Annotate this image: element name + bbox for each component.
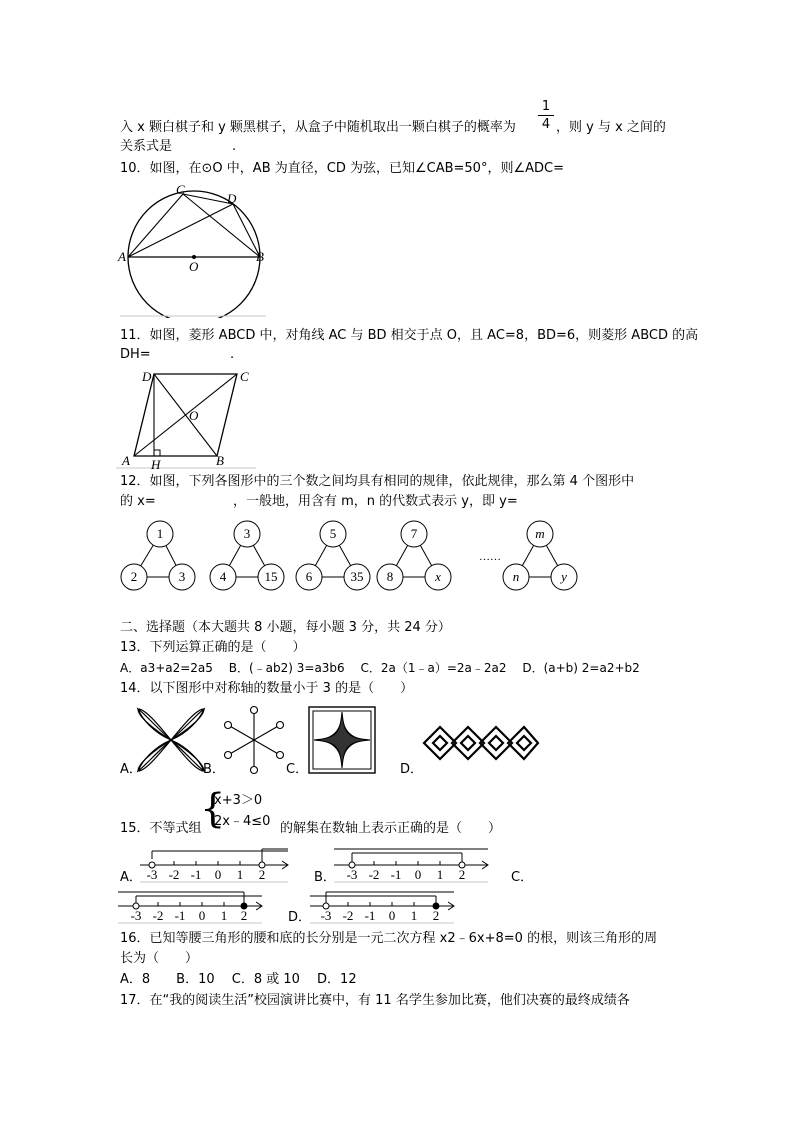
q16-options: A．8 B．10 C．8 或 10 D．12 [120,972,357,987]
triangle-figure-4 [377,521,451,590]
tick-label: -2 [368,867,380,882]
label-a: A [122,453,130,468]
number-line-d [308,886,458,924]
tick-label: -1 [390,867,402,882]
tri1-left: 2 [130,569,138,584]
tri4-right: x [435,569,441,584]
tri1-top: 1 [156,526,164,541]
q14-option-c: C． [286,762,309,777]
q15-stem-pre: 15．不等式组 [120,821,202,836]
tick-label: 1 [436,867,444,882]
tick-label: 0 [388,908,396,923]
q10-text: 10．如图，在⊙O 中，AB 为直径，CD 为弦，已知∠CAB=50°，则∠ADC= [120,161,564,176]
label-a: A [118,249,126,264]
tri5-left: n [512,569,520,584]
tick-label: 1 [220,908,228,923]
triangle-figure-1 [121,521,195,590]
q11-line2: DH= [120,347,151,362]
six-spoke-star-figure [219,705,289,775]
tick-label: -2 [152,908,164,923]
label-c: C [176,183,185,197]
tick-label: 0 [414,867,422,882]
q9-text: 入 x 颗白棋子和 y 颗黑棋子，从盒子中随机取出一颗白棋子的概率为 [120,120,516,135]
q15-option-d: D． [288,910,312,925]
tri3-right: 35 [350,569,364,584]
inequality-1: x+3＞0 [214,793,263,808]
tick-label: -3 [346,867,358,882]
q16-line1: 16．已知等腰三角形的腰和底的长分别是一元二次方程 x2﹣6x+8=0 的根，则该三角形的周 [120,931,658,946]
label-c: C [240,369,249,384]
circle-o [128,191,260,318]
label-o: O [189,408,199,423]
tick-label: -3 [320,908,332,923]
tri5-top: m [535,526,545,541]
triangle-figure-3 [296,521,370,590]
inequality-2: 2x﹣4≤0 [214,814,271,829]
q12-triangle-figures [116,514,586,594]
label-b: B [216,453,224,468]
tri2-left: 4 [219,569,227,584]
tick-label: 2 [432,908,440,923]
tri2-right: 15 [264,569,278,584]
label-h: H [151,457,161,470]
tri5-right: y [561,569,567,584]
number-line-c [116,886,266,924]
q16-line2: 长为（ ） [120,951,199,966]
tri2-top: 3 [243,526,251,541]
q15-stem-post: 的解集在数轴上表示正确的是（ ） [280,821,502,836]
fraction-denominator: 4 [538,115,554,133]
ellipsis: …… [479,551,501,563]
q15-option-c: C． [511,870,534,885]
q14-option-a: A． [120,762,142,777]
q11-rhombus-figure [116,366,262,470]
q9-line1 [120,120,516,136]
number-line-a [138,845,292,883]
label-d: D [227,191,237,206]
q13-options: A．a3+a2=2a5 B．(﹣ab2) 3=a3b6 C．2a（1﹣a）=2a﹣2a2 D．(a+b) 2=a2+b2 [120,661,640,675]
q11-period: . [230,347,235,362]
q9-fraction [538,98,554,138]
tick-label: 1 [236,867,244,882]
fraction-numerator: 1 [541,99,551,114]
system-brace: { [200,786,226,832]
tick-label: -3 [146,867,158,882]
q9-period: . [232,139,237,154]
tri1-right: 3 [178,569,186,584]
tick-label: -2 [168,867,180,882]
square-star-figure [308,706,376,774]
tick-label: 0 [214,867,222,882]
tick-label: -3 [130,908,142,923]
number-line-b [332,845,492,883]
tick-label: -1 [174,908,186,923]
q9-line2: 关系式是 [120,139,173,154]
q15-option-a: A． [120,870,142,885]
q12-line2a: 的 x= [120,494,156,509]
tick-label: -1 [364,908,376,923]
tick-label: 2 [458,867,466,882]
triangle-figure-5 [503,521,577,590]
q11-line1: 11．如图，菱形 ABCD 中，对角线 AC 与 BD 相交于点 O，且 AC=8，BD=6，则菱形 ABCD 的高 [120,328,699,343]
q12-line2b: ，一般地，用含有 m，n 的代数式表示 y，即 y= [233,494,518,509]
section-heading: 二、选择题（本大题共 8 小题，每小题 3 分，共 24 分） [120,620,451,635]
q14-option-b: B． [203,762,225,777]
label-b: B [256,249,264,264]
triangle-figure-2 [210,521,284,590]
q14-stem: 14．以下图形中对称轴的数量小于 3 的是（ ） [120,681,414,696]
q12-line1: 12．如图，下列各图形中的三个数之间均具有相同的规律，依此规律，那么第 4 个图形中 [120,474,635,489]
tri3-top: 5 [329,526,337,541]
tick-label: 0 [198,908,206,923]
label-d: D [142,369,152,384]
q13-stem: 13．下列运算正确的是（ ） [120,640,306,655]
tick-label: 2 [240,908,248,923]
q9-line1-end: ，则 y 与 x 之间的 [556,120,666,135]
tick-label: -1 [190,867,202,882]
tri3-left: 6 [305,569,313,584]
tick-label: -2 [342,908,354,923]
q10-circle-figure [116,183,276,318]
tick-label: 2 [258,867,266,882]
four-petal-flower-figure [136,707,206,773]
q14-option-d: D． [400,762,424,777]
q17-line1: 17．在“我的阅读生活”校园演讲比赛中，有 11 名学生参加比赛，他们决赛的最终成绩各 [120,993,630,1008]
label-o: O [189,259,199,274]
interlocking-diamonds-figure [420,718,540,768]
q15-option-b: B． [314,870,336,885]
tick-label: 1 [410,908,418,923]
tri4-left: 8 [386,569,394,584]
tri4-top: 7 [410,526,418,541]
